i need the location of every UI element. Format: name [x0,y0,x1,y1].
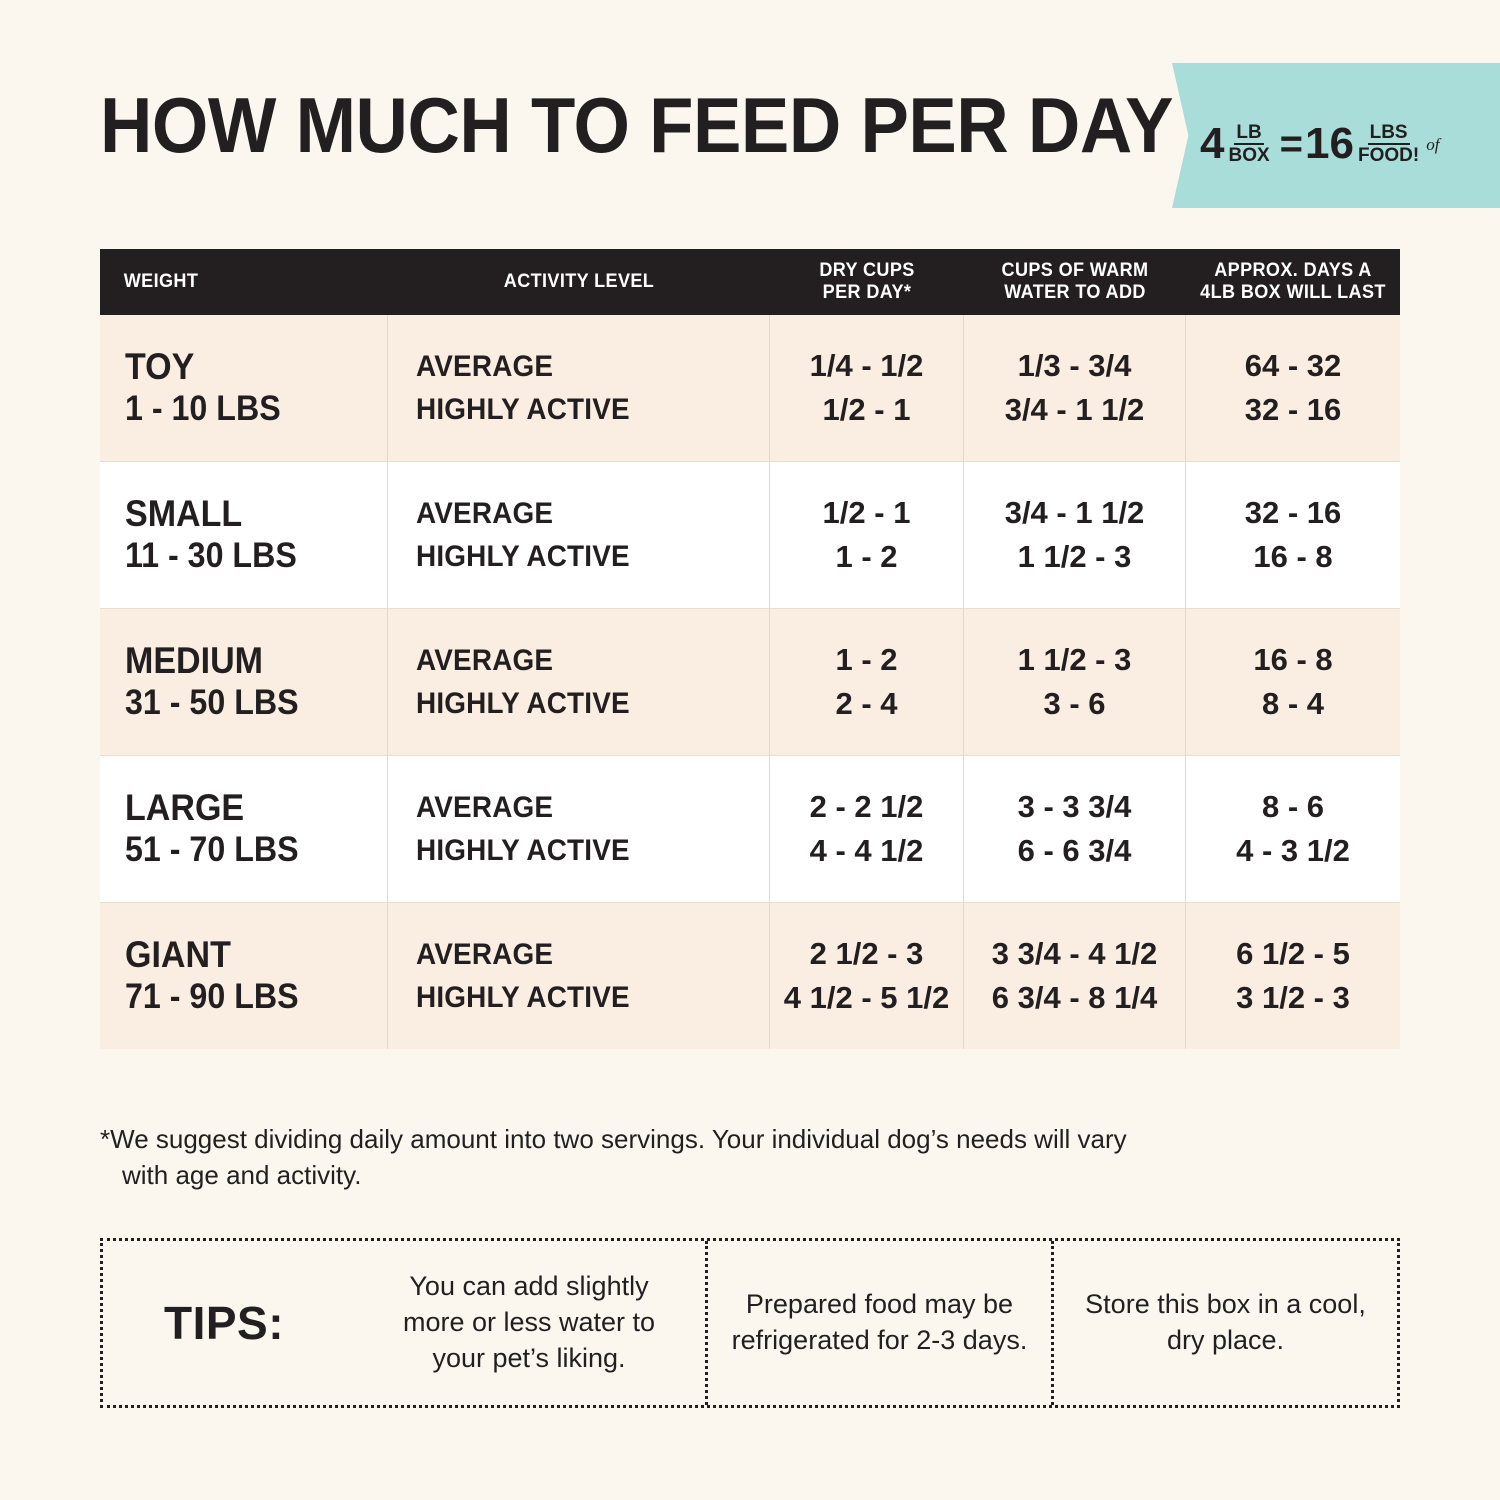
row-activity-highly-active: HIGHLY ACTIVE [416,393,630,426]
row-activity-highly-active: HIGHLY ACTIVE [416,687,630,720]
row-weight-cell [100,315,388,461]
footnote [100,1122,1370,1194]
row-dry-cups-cell [770,756,964,902]
row-dry-cups-cell [770,609,964,755]
row-days-cell [1186,462,1400,608]
row-weight-cell [100,462,388,608]
header [0,81,1500,226]
badge-of-word: of [1426,134,1440,154]
row-dry-cups-average: 2 1/2 - 3 [809,935,924,971]
page-title: HOW MUCH TO FEED PER DAY [100,81,1174,169]
row-activity-cell [388,903,770,1049]
table-row [100,315,1400,462]
row-weight-range: 71 - 90 LBS [125,976,299,1016]
row-days-active: 16 - 8 [1253,539,1333,574]
row-dry-cups-average: 1/4 - 1/2 [809,347,924,383]
row-activity-cell [388,756,770,902]
column-header-water-line2: WATER TO ADD [1004,282,1146,303]
feeding-table [100,249,1400,1049]
row-days-average: 16 - 8 [1253,641,1333,677]
column-header-activity: ACTIVITY LEVEL [503,271,655,293]
row-water-average: 1 1/2 - 3 [1017,641,1132,677]
row-days-active: 32 - 16 [1244,392,1342,427]
badge-number-2: 16 [1305,119,1354,168]
row-activity-cell [388,315,770,461]
row-days-active: 8 - 4 [1261,686,1325,721]
badge-unit-1-top: LB [1236,122,1262,143]
table-row [100,756,1400,903]
tip-item-2: Prepared food may be refrigerated for 2-3 days. [705,1241,1051,1405]
row-dry-cups-active: 1/2 - 1 [822,392,911,427]
row-days-cell [1186,756,1400,902]
badge-unit-2-wrap [1354,123,1439,165]
badge-number-1: 4 [1200,119,1225,168]
row-water-cell [964,903,1186,1049]
row-dry-cups-active: 4 - 4 1/2 [809,833,924,868]
row-weight-cell [100,756,388,902]
row-days-average: 6 1/2 - 5 [1236,935,1350,971]
row-weight-name: MEDIUM [125,640,264,682]
row-weight-cell [100,609,388,755]
row-water-average: 3/4 - 1 1/2 [1004,494,1145,530]
badge-unit-2-top: LBS [1369,122,1408,143]
column-header-weight: WEIGHT [123,271,199,293]
row-activity-average: AVERAGE [416,938,554,971]
footnote-line2: with age and activity. [122,1159,362,1190]
footnote-line1: *We suggest dividing daily amount into two servings. Your individual dog’s needs will vary [100,1124,1127,1154]
row-water-average: 3 - 3 3/4 [1017,788,1132,824]
badge-unit-2-bottom: FOOD! [1357,145,1420,166]
row-activity-average: AVERAGE [416,644,554,677]
row-dry-cups-average: 1 - 2 [835,641,898,677]
row-activity-average: AVERAGE [416,497,554,530]
column-header-dry-cups-line2: PER DAY* [822,282,912,303]
row-days-cell [1186,609,1400,755]
row-days-average: 8 - 6 [1261,788,1325,824]
row-water-average: 1/3 - 3/4 [1017,347,1132,383]
row-weight-name: LARGE [125,787,245,829]
row-water-average: 3 3/4 - 4 1/2 [991,935,1158,971]
tips-box [100,1238,1400,1408]
tip-item-3: Store this box in a cool, dry place. [1051,1241,1397,1405]
row-days-cell [1186,315,1400,461]
row-water-active: 3/4 - 1 1/2 [1004,392,1145,427]
row-activity-highly-active: HIGHLY ACTIVE [416,540,630,573]
row-weight-name: TOY [125,346,195,388]
row-activity-cell [388,462,770,608]
row-dry-cups-average: 2 - 2 1/2 [809,788,924,824]
table-row [100,462,1400,609]
column-header-water [970,260,1181,304]
row-dry-cups-active: 4 1/2 - 5 1/2 [783,980,950,1015]
row-dry-cups-average: 1/2 - 1 [822,494,911,530]
row-water-cell [964,756,1186,902]
row-dry-cups-cell [770,903,964,1049]
row-water-cell [964,462,1186,608]
row-weight-name: SMALL [125,493,243,535]
row-days-average: 64 - 32 [1244,347,1342,383]
row-water-active: 6 3/4 - 8 1/4 [991,980,1158,1015]
row-days-active: 3 1/2 - 3 [1236,980,1350,1015]
table-row [100,609,1400,756]
row-dry-cups-cell [770,462,964,608]
row-weight-range: 11 - 30 LBS [125,535,297,575]
row-water-cell [964,315,1186,461]
row-days-average: 32 - 16 [1244,494,1342,530]
row-water-active: 3 - 6 [1043,686,1106,721]
table-header-row [100,249,1400,315]
row-weight-range: 31 - 50 LBS [125,682,299,722]
row-weight-range: 1 - 10 LBS [125,388,281,428]
column-header-days [1191,260,1394,304]
row-water-cell [964,609,1186,755]
row-weight-cell [100,903,388,1049]
box-yield-badge [1200,104,1490,184]
table-row [100,903,1400,1049]
row-dry-cups-active: 1 - 2 [835,539,898,574]
row-activity-average: AVERAGE [416,791,554,824]
tips-label: TIPS: [163,1297,285,1349]
row-weight-range: 51 - 70 LBS [125,829,299,869]
row-activity-highly-active: HIGHLY ACTIVE [416,981,630,1014]
badge-unit-1-bottom: BOX [1228,145,1270,166]
badge-unit-1 [1228,123,1269,165]
row-activity-highly-active: HIGHLY ACTIVE [416,834,630,867]
column-header-days-line2: 4LB BOX WILL LAST [1200,282,1386,303]
column-header-water-line1: CUPS OF WARM [1001,260,1149,282]
row-water-active: 1 1/2 - 3 [1017,539,1132,574]
column-header-days-line1: APPROX. DAYS A [1214,260,1372,282]
row-water-active: 6 - 6 3/4 [1017,833,1132,868]
tip-item-1: You can add slightly more or less water to your pet’s liking. [402,1271,656,1373]
row-days-active: 4 - 3 1/2 [1236,833,1350,868]
row-activity-average: AVERAGE [416,350,554,383]
row-activity-cell [388,609,770,755]
column-header-dry-cups [775,260,959,304]
badge-equals: = [1279,121,1304,166]
row-weight-name: GIANT [125,934,231,976]
badge-unit-2 [1358,123,1419,165]
row-days-cell [1186,903,1400,1049]
row-dry-cups-active: 2 - 4 [835,686,898,721]
column-header-dry-cups-line1: DRY CUPS [819,260,915,282]
row-dry-cups-cell [770,315,964,461]
